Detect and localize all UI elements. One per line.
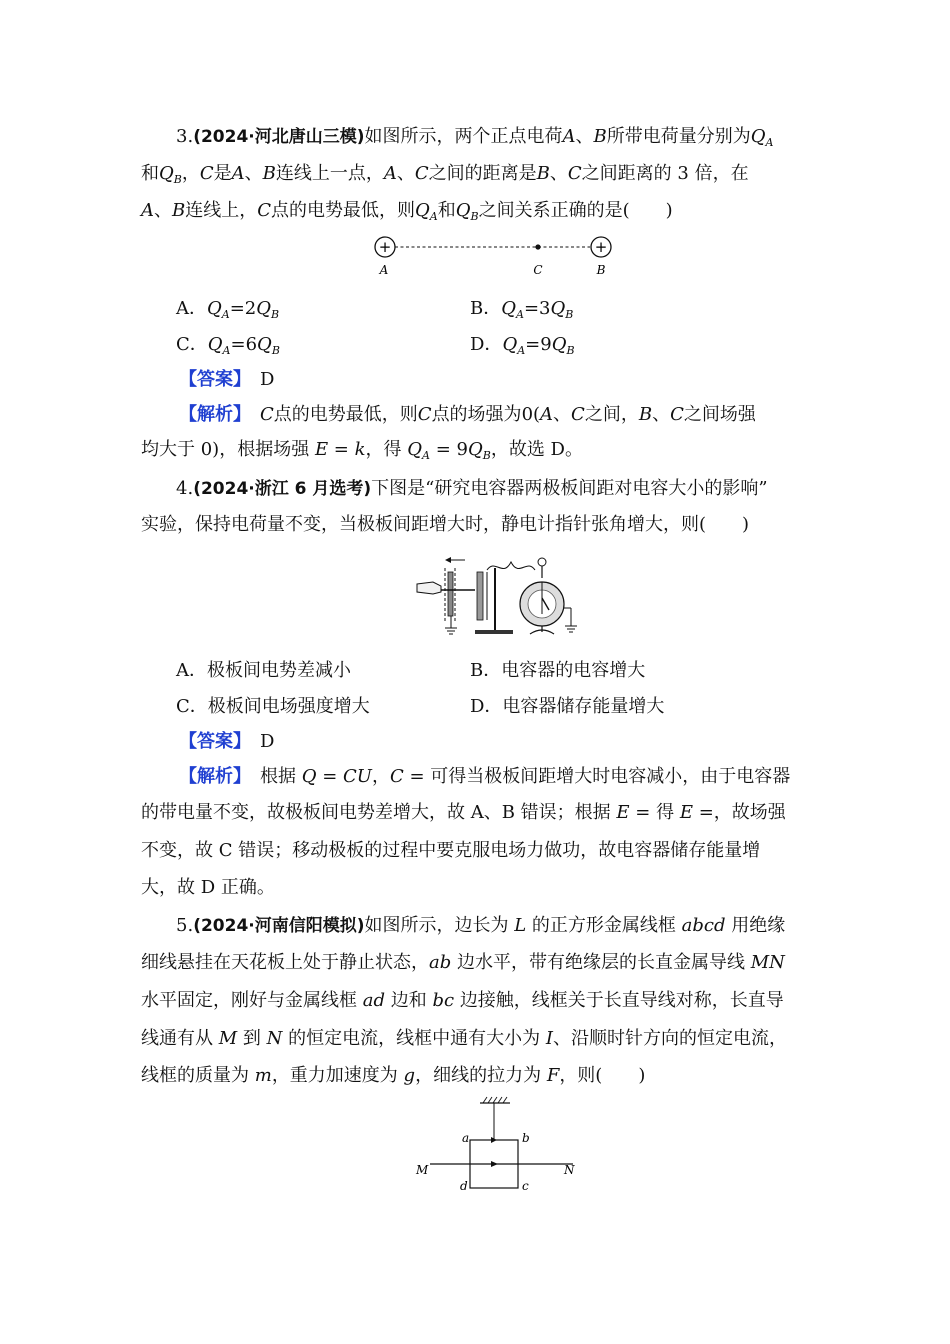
q4-source: (2024·浙江 6 月选考)	[193, 479, 372, 499]
label-b: b	[522, 1131, 530, 1145]
q4-option-b[interactable]: B．电容器的电容增大	[470, 660, 646, 681]
label-a: A	[379, 263, 389, 277]
q4-analysis-line-4: 大，故 D 正确。	[141, 877, 275, 898]
q3-figure	[370, 232, 620, 280]
analysis-tag: 【解析】	[179, 404, 242, 425]
q3-option-d[interactable]: D．$Q_A=9Q_B$	[470, 334, 575, 357]
q3-option-a[interactable]: A．$Q_A=2Q_B$	[176, 298, 280, 321]
q3-option-b[interactable]: B．$Q_A=3Q_B$	[470, 298, 574, 321]
point-c-dot	[535, 244, 540, 249]
q5-line-4: 线通有从 M 到 N 的恒定电流，线框中通有大小为 I、沿顺时针方向的恒定电流，	[141, 1028, 787, 1049]
label-m: M	[416, 1163, 429, 1177]
charge-a-plus: +	[378, 238, 392, 256]
q4-answer: 【答案】 D	[179, 731, 275, 752]
q4-analysis-line-3: 不变，故 C 错误；移动极板的过程中要克服电场力做功，故电容器储存能量增	[141, 840, 761, 861]
q5-line-5: 线框的质量为 m，重力加速度为 g，细线的拉力为 F，则( )	[141, 1065, 646, 1086]
fixed-plate	[477, 572, 483, 620]
charge-b-plus: +	[594, 238, 608, 256]
stand-base	[475, 630, 513, 634]
label-c: c	[522, 1179, 529, 1193]
hand-shape	[417, 582, 441, 594]
label-d: d	[460, 1179, 468, 1193]
q4-option-a[interactable]: A．极板间电势差减小	[176, 660, 351, 681]
q5-line-2: 细线悬挂在天花板上处于静止状态，ab 边水平，带有绝缘层的长直金属导线 MN	[141, 952, 785, 973]
q4-option-d[interactable]: D．电容器储存能量增大	[470, 696, 665, 717]
q3-option-c[interactable]: C．$Q_A=6Q_B$	[176, 334, 280, 357]
label-a: a	[462, 1131, 470, 1145]
answer-tag: 【答案】	[179, 731, 242, 752]
q5-source: (2024·河南信阳模拟)	[193, 916, 365, 936]
q4-option-c[interactable]: C．极板间电场强度增大	[176, 696, 370, 717]
label-b: B	[596, 263, 606, 277]
q3-line-3: A、B连线上，C点的电势最低，则$Q_A$和$Q_B$之间关系正确的是( )	[141, 200, 673, 223]
q5-line-1: 5.(2024·河南信阳模拟)如图所示，边长为 L 的正方形金属线框 abcd 用绝缘	[176, 915, 786, 936]
q3-analysis-line-2: 均大于 0)，根据场强 E = k，得 $Q_A = 9Q_B$，故选 D。	[141, 439, 583, 462]
q4-line-2: 实验，保持电荷量不变，当极板间距增大时，静电计指针张角增大，则( )	[141, 514, 750, 535]
label-c: C	[533, 263, 543, 277]
q4-analysis-line-2: 的带电量不变，故极板间电势差增大，故 A、B 错误；根据 E = 得 E =，故场强	[141, 802, 786, 823]
label-n: N	[564, 1163, 575, 1177]
movable-plate	[448, 572, 453, 616]
q3-line-1: 3.(2024·河北唐山三模)如图所示，两个正点电荷A、B所带电荷量分别为$Q_A$	[176, 126, 774, 149]
q4-line-1: 4.(2024·浙江 6 月选考)下图是“研究电容器两极板间距对电容大小的影响”	[176, 478, 768, 499]
q3-line-2: 和$Q_B$，C是A、B连线上一点，A、C之间的距离是B、C之间距离的 3 倍，在	[141, 163, 749, 186]
q4-figure	[415, 548, 585, 640]
q3-analysis-line-1: 【解析】 C点的电势最低，则C点的场强为0(A、C之间，B、C之间场强	[179, 404, 756, 425]
q3-source: (2024·河北唐山三模)	[193, 127, 365, 147]
q3-answer: 【答案】 D	[179, 369, 275, 390]
q5-figure	[408, 1096, 588, 1196]
q5-line-3: 水平固定，刚好与金属线框 ad 边和 bc 边接触，线框关于长直导线对称，长直导	[141, 990, 784, 1011]
q4-analysis-line-1: 【解析】 根据 Q = CU，C = 可得当极板间距增大时电容减小，由于电容器	[179, 766, 791, 787]
answer-tag: 【答案】	[179, 369, 242, 390]
analysis-tag: 【解析】	[179, 766, 242, 787]
